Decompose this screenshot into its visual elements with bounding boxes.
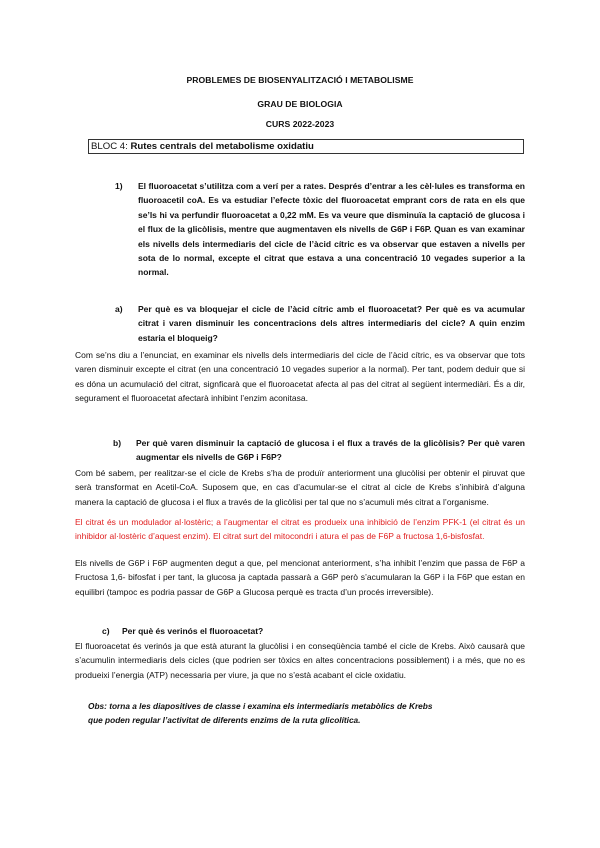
answer-b-paragraph-1: Com bé sabem, per realitzar-se el cicle de Krebs s’ha de produïr anteriorment una glucòlisi per obtenir el piruvat que serà transformat en Acetil-CoA. Suposem que, en cas d’acumular-se el citrat al cicle de Krebs s’inhibirà d’alguna manera la captació de glucosa i el flux a través de la glicòlisi per tal que no s’acumuli més citrat a l’organisme.	[75, 468, 525, 507]
answer-c-text: El fluoroacetat és verinós ja que està aturant la glucòlisi i en conseqüència també el cicle de Krebs. Això causarà que s’acumulin intermediaris dels cicles (que podrien ser tòxics en altes concentracions possiblement) i a més, que no es produeixi l’energia (ATP) necessaria per viure, ja que no s’està acabant el cicle oxidatiu.	[75, 641, 525, 680]
question-b-text: Per què varen disminuir la captació de glucosa i el flux a través de la glicòlisis? Per què varen augmentar els nivells de G6P i F6P?	[136, 438, 525, 463]
answer-b-paragraph-2: Els nivells de G6P i F6P augmenten degut a que, pel mencionat anteriorment, s’ha inhibit l’enzim que passa de F6P a Fructosa 1,6- bifosfat i per tant, la glucosa ja captada passarà a G6P però s’acumularan la G6P i la F6P que estan en equilibri (tampoc es podria passar de G6P a Glucosa perquè es tracta d’un procés irreversible).	[75, 558, 525, 597]
question-c-label: c)	[102, 626, 110, 636]
question-c-text: Per què és verinós el fluoroacetat?	[122, 626, 264, 636]
answer-a-text: Com se’ns diu a l’enunciat, en examinar els nivells dels intermediaris del cicle de l’àcid cítric, es va observar que tots varen disminuir excepte el citrat (en una concentració 10 vegades superior a la normal). Per tant, podem deduir que si es dóna un acumulació del citrat, signficarà que el fluoroacetat afecta al pas del citrat al següent intermediàri. És a dir, segurament el fluoroacetat afectarà inhibint l’enzim aconitasa.	[75, 350, 525, 404]
question-a-text: Per què es va bloquejar el cicle de l’àcid cítric amb el fluoroacetat? Per què es va acumular citrat i varen disminuir les concentracions dels altres intermediaris del cicle? A quin enzim estaria el bloqueig?	[138, 304, 525, 343]
bloc-label: BLOC 4:	[91, 141, 128, 152]
bloc-title: Rutes centrals del metabolisme oxidatiu	[130, 141, 314, 152]
problem-number: 1)	[115, 181, 123, 191]
observation-note: Obs: torna a les diapositives de classe i examina els intermediaris metabòlics de Krebs que poden regular l’activitat de diferents enzims de la ruta glicolítica.	[88, 701, 433, 726]
document-title: PROBLEMES DE BIOSENYALITZACIÓ I METABOLISME	[186, 75, 414, 85]
question-a-label: a)	[115, 304, 123, 314]
degree-heading: GRAU DE BIOLOGIA	[257, 99, 343, 109]
problem-statement: El fluoroacetat s’utilitza com a verí per a rates. Després d’entrar a les cèl·lules es transforma en fluoroacetil coA. Es va estudiar l’efecte tòxic del fluoroacetat emprant cors de rata en els que se’ls hi va perfundir fluoroacetat a 0,22 mM. Es va veure que disminuïa la captació de glucosa i el flux de la glicòlisis, mentre que augmentaven els nivells de G6P i F6P. Quan es van examinar els nivells dels intermediaris del cicle de l’àcid cítric es va observar que estaven a nivells per sota de lo normal, excepte el citrat que estava a una concentració 10 vegades superior a la normal.	[138, 181, 525, 278]
bloc-heading-box	[88, 139, 524, 154]
course-heading: CURS 2022-2023	[265, 119, 335, 129]
answer-b-highlight: El citrat és un modulador al·lostèric; a l’augmentar el citrat es produeix una inhibició de l’enzim PFK-1 (el citrat és un inhibidor al·lostèric d’aquest enzim). El citrat surt del mitocondri i atura el pas de F6P a fructosa 1,6-bisfosfat.	[75, 517, 525, 542]
question-b-label: b)	[113, 438, 122, 448]
